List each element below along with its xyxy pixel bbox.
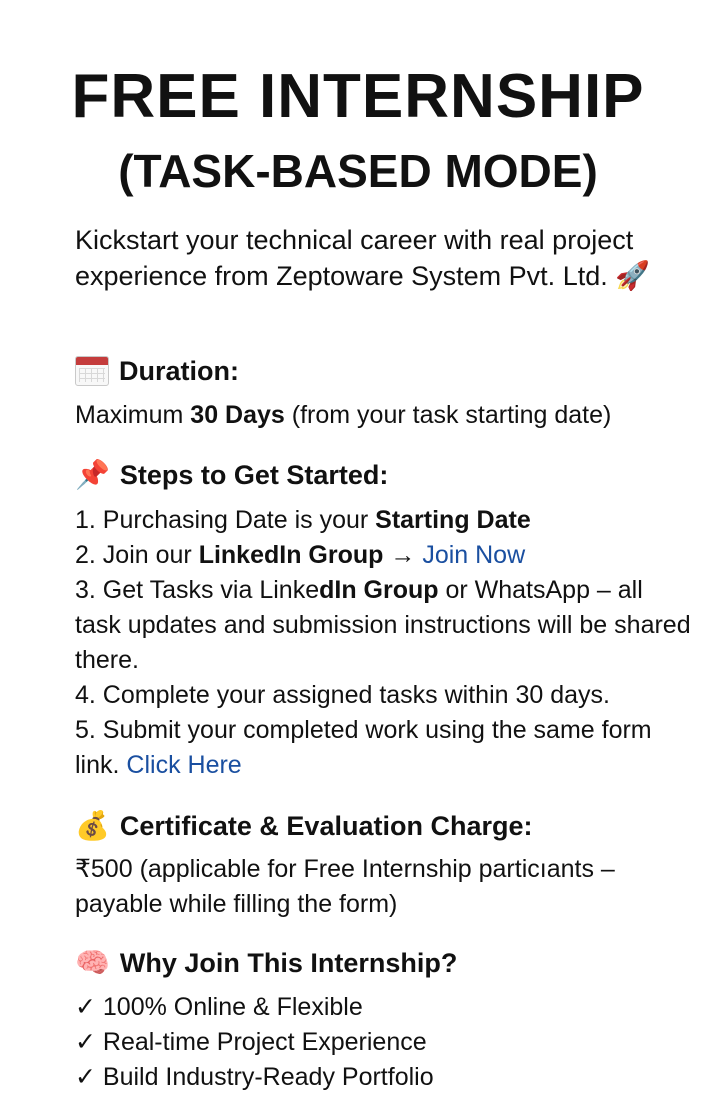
why-heading [75,946,457,980]
intro-paragraph [75,222,675,294]
step-3-pre: 3. Get Tasks via Linke [75,576,320,604]
why-heading-text: Why Join This Internship? [119,948,458,978]
step-1-bold: Starting Date [375,506,531,534]
intro-text: Kickstart your technical career with real project experience from Zeptoware System Pvt. Ltd. [75,225,634,291]
duration-heading [75,354,239,388]
certificate-heading-text: Certificate & Evaluation Charge: [119,811,533,841]
benefit-item: ✓ Real-time Project Experience [75,1028,427,1056]
arrow-right-icon: → [383,541,423,569]
step-2 [75,538,695,573]
page-subtitle: (TASK-BASED MODE) [118,145,598,197]
steps-heading-text: Steps to Get Started: [119,460,389,490]
duration-pre: Maximum [75,401,191,429]
step-5 [75,713,695,783]
step-1 [75,503,695,538]
join-now-link[interactable]: Join Now [422,541,526,569]
step-1-pre: 1. Purchasing Date is your [75,506,376,534]
duration-text [75,398,705,433]
step-3-bold: dIn Group [319,576,439,604]
page-title: FREE INTERNSHIP [71,62,645,131]
step-5-pre: 5. Submit your completed work using the same form link. [75,716,652,779]
step-4: 4. Complete your assigned tasks within 30 days. [75,681,610,709]
certificate-heading [75,809,532,843]
certificate-text: ₹500 (applicable for Free Internship particıants – payable while filling the form) [75,855,615,918]
brain-icon: 🧠 [75,946,110,979]
step-3-post: or WhatsApp – all task updates and submission instructions will be shared there. [75,576,691,674]
calendar-icon [75,356,109,386]
rocket-icon: 🚀 [615,259,651,292]
step-2-bold: LinkedIn Group [198,541,384,569]
benefit-item: ✓ Build Industry-Ready Portfolio [75,1063,434,1091]
benefits-list [75,990,695,1095]
duration-bold: 30 Days [190,401,285,429]
duration-heading-text: Duration: [119,356,239,386]
step-2-pre: 2. Join our [75,541,199,569]
money-bag-icon: 💰 [75,809,110,842]
pushpin-icon: 📌 [75,458,110,491]
steps-heading [75,458,388,492]
duration-post: (from your task starting date) [284,401,612,429]
step-3 [75,573,695,678]
click-here-link[interactable]: Click Here [126,751,242,779]
benefit-item: ✓ 100% Online & Flexible [75,993,363,1021]
steps-list [75,503,695,783]
